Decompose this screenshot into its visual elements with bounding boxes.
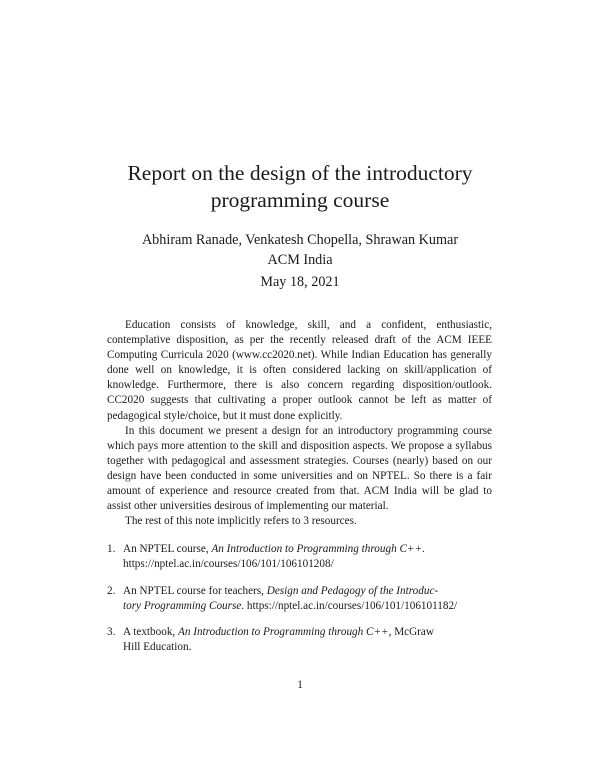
resource-prefix: A textbook, [123, 626, 179, 639]
resource-item-3 [107, 625, 507, 655]
resource-title-continued: tory Programming Course [123, 599, 242, 612]
resource-url: https://nptel.ac.in/courses/106/101/106101208/ [123, 558, 334, 571]
author-block [0, 230, 600, 270]
resource-suffix: . [422, 543, 425, 555]
paragraph-3: The rest of this note implicitly refers to 3 resources. [125, 515, 357, 528]
resource-suffix: , McGraw [388, 626, 434, 639]
paragraph-2: In this document we present a design for an introductory programming course which pays more attention to the skill and disposition aspects. We propose a syllabus together with pedagogical and assessment strategies. Courses (nearly) based on our design have been conducted in some universities and on NPTEL. So there is a fair amount of experience and resource created from that. ACM India will be glad to assist other universities desirous of implementing our material. [107, 424, 492, 513]
resource-publisher: Hill Education. [123, 641, 192, 654]
paper-title-line-2: programming course [210, 188, 390, 212]
resource-url: . https://nptel.ac.in/courses/106/101/106101182/ [241, 599, 458, 612]
resource-item-2 [107, 584, 507, 614]
resource-item-1 [107, 542, 507, 572]
resource-list [107, 542, 507, 667]
author-names: Abhiram Ranade, Venkatesh Chopella, Shrawan Kumar [141, 232, 459, 248]
resource-prefix: An NPTEL course, [123, 543, 212, 555]
publication-date: May 18, 2021 [260, 274, 340, 290]
resource-number: 2. [107, 584, 116, 597]
resource-title: An Introduction to Programming through C++ [178, 626, 389, 639]
resource-number: 3. [107, 626, 116, 639]
page-number: 1 [297, 679, 303, 691]
abstract-body [107, 318, 492, 529]
paper-title [0, 160, 600, 214]
paragraph-1: Education consists of knowledge, skill, and a confident, enthusiastic, contemplative disposition, as per the recently released draft of the ACM IEEE Computing Curricula 2020 (www.cc2020.net). While Indian Education has generally done well on knowledge, it is often considered lacking on skill/application of knowledge. Furthermore, there is also concern regarding disposition/outlook. CC2020 suggests that cultivating a proper outlook cannot be left as matter of pedagogical style/choice, but it must done explicitly. [107, 319, 492, 422]
paper-title-line-1: Report on the design of the introductory [127, 161, 473, 185]
resource-title: An Introduction to Programming through C++ [211, 543, 423, 555]
resource-title: Design and Pedagogy of the Introduc- [266, 584, 439, 597]
resource-number: 1. [107, 543, 116, 555]
author-affiliation: ACM India [267, 252, 333, 268]
resource-prefix: An NPTEL course for teachers, [123, 584, 267, 597]
